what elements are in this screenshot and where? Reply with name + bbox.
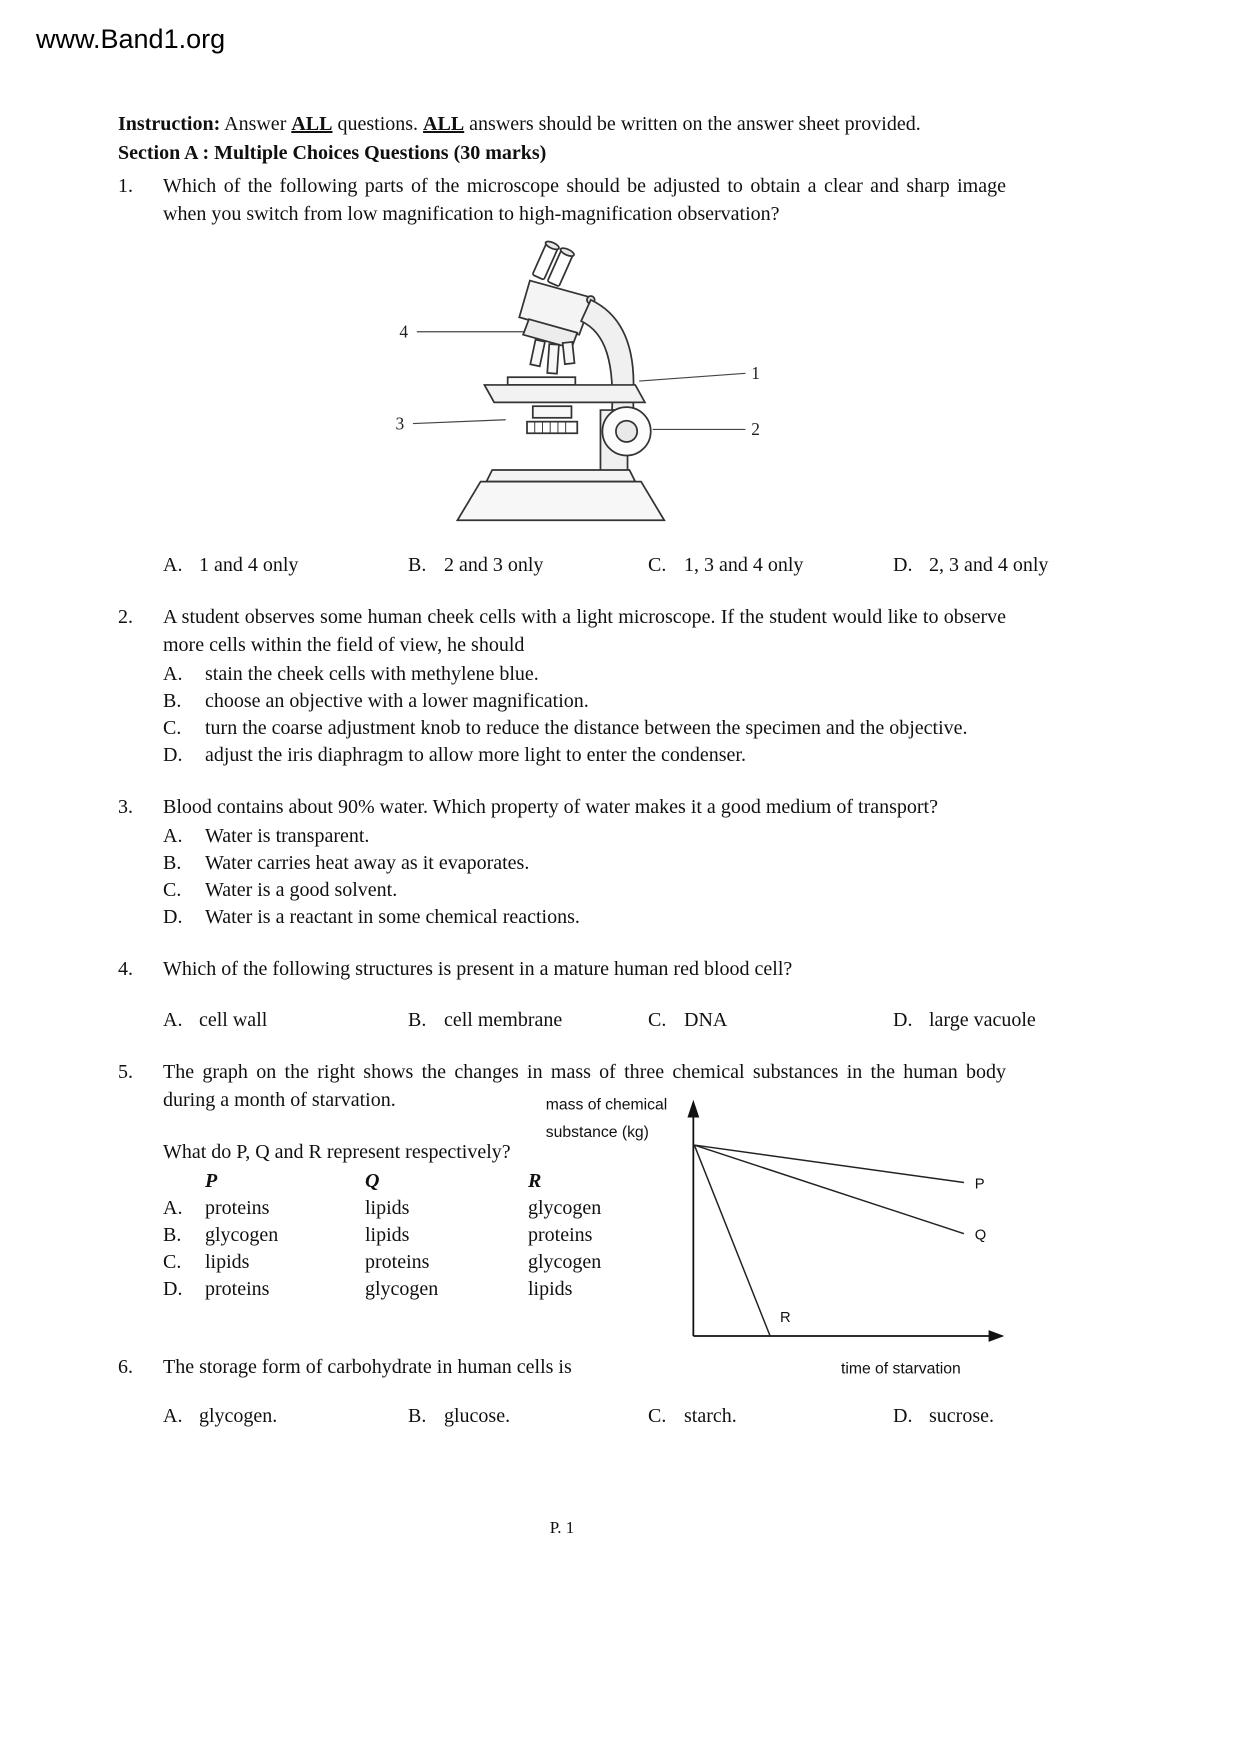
option-letter: B.	[163, 852, 182, 874]
option-d	[893, 552, 1048, 579]
option-b	[163, 688, 1006, 715]
option-text: 1, 3 and 4 only	[684, 554, 804, 576]
diagram-label-2: 2	[750, 419, 760, 440]
site-header: www.Band1.org	[36, 24, 226, 54]
option-text: 1 and 4 only	[199, 554, 299, 576]
question-3-number: 3.	[118, 796, 133, 818]
option-d	[893, 1403, 1006, 1430]
option-text: stain the cheek cells with methylene blue.	[205, 663, 539, 685]
option-d	[163, 742, 1006, 769]
q5-header-q: Q	[365, 1170, 380, 1192]
option-a	[163, 823, 1006, 850]
question-5-text: The graph on the right shows the changes in mass of three chemical substances in the human body during a month of starvation.	[163, 1061, 1006, 1111]
question-1-number: 1.	[118, 175, 133, 197]
option-text: Water is a reactant in some chemical reactions.	[205, 906, 580, 928]
instruction-all-2: ALL	[423, 113, 465, 135]
line-r	[694, 1145, 770, 1336]
option-b	[408, 552, 648, 579]
page-footer: P. 1	[549, 1518, 575, 1537]
question-6-number: 6.	[118, 1356, 133, 1378]
option-letter: D.	[893, 1009, 913, 1031]
option-letter: C.	[648, 1405, 667, 1427]
graph-ylabel-line1: mass of chemical	[545, 1096, 668, 1114]
instruction-seg3: answers should be written on the answer sheet provided.	[469, 113, 921, 135]
option-letter: A.	[163, 1009, 183, 1031]
cell-q: lipids	[365, 1197, 410, 1219]
question-2-number: 2.	[118, 606, 133, 628]
option-text: cell wall	[199, 1009, 268, 1031]
instruction-seg2: questions.	[337, 113, 419, 135]
option-letter: B.	[163, 690, 182, 712]
question-2-text: A student observes some human cheek cells with a light microscope. If the student would like to observe more cells within the field of view, he should	[163, 606, 1006, 656]
instruction-seg1: Answer	[224, 113, 287, 135]
option-text: starch.	[684, 1405, 737, 1427]
question-6-text: The storage form of carbohydrate in human cells is	[163, 1356, 572, 1378]
option-b	[408, 1007, 648, 1034]
option-text: cell membrane	[444, 1009, 563, 1031]
option-letter: B.	[408, 1405, 427, 1427]
y-axis-arrow	[687, 1100, 699, 1118]
graph-xlabel: time of starvation	[840, 1360, 961, 1378]
q5-header-r: R	[528, 1170, 542, 1192]
question-1-text: Which of the following parts of the microscope should be adjusted to obtain a clear and sharp image when you switch from low magnification to high-magnification observation?	[163, 175, 1006, 225]
option-text: Water carries heat away as it evaporates.	[205, 852, 530, 874]
cell-p: glycogen	[205, 1224, 279, 1246]
diagram-label-3: 3	[395, 413, 404, 434]
graph-lines	[694, 1145, 964, 1336]
option-text: 2 and 3 only	[444, 554, 544, 576]
question-6-options	[163, 1403, 1006, 1430]
question-4	[118, 955, 1036, 1034]
microscope-figure	[385, 238, 785, 528]
question-4-text: Which of the following structures is present in a mature human red blood cell?	[163, 958, 793, 980]
option-c	[163, 715, 1006, 742]
starvation-graph	[542, 1088, 1012, 1404]
option-letter: D.	[893, 554, 913, 576]
option-text: sucrose.	[929, 1405, 994, 1427]
diagram-label-1: 1	[750, 363, 760, 384]
cell-p: proteins	[205, 1197, 270, 1219]
option-letter: B.	[408, 554, 427, 576]
option-letter: C.	[648, 554, 667, 576]
q5-header-p: P	[205, 1170, 218, 1192]
starvation-graph-figure	[542, 1088, 1012, 1398]
cell-p: lipids	[205, 1251, 250, 1273]
label-q: Q	[974, 1227, 987, 1244]
option-text: glucose.	[444, 1405, 511, 1427]
option-a	[163, 1403, 408, 1430]
option-d	[893, 1007, 1036, 1034]
line-q	[694, 1145, 964, 1234]
cell-r: proteins	[528, 1224, 593, 1246]
option-text: large vacuole	[929, 1009, 1036, 1031]
option-c	[648, 1007, 893, 1034]
graph-ylabel-line2: substance (kg)	[545, 1124, 649, 1142]
option-a	[163, 552, 408, 579]
option-letter: C.	[648, 1009, 667, 1031]
option-text: turn the coarse adjustment knob to reduce the distance between the specimen and the objective.	[205, 717, 968, 739]
question-5-subtext: What do P, Q and R represent respectively?	[163, 1141, 511, 1163]
option-letter: A.	[163, 1197, 183, 1219]
option-letter: C.	[163, 1251, 182, 1273]
option-b	[163, 850, 1006, 877]
option-letter: D.	[163, 1278, 183, 1300]
section-a-title: Section A : Multiple Choices Questions (30 marks)	[118, 142, 547, 164]
option-letter: A.	[163, 1405, 183, 1427]
question-1	[118, 172, 1049, 579]
option-letter: A.	[163, 554, 183, 576]
label-p: P	[974, 1176, 985, 1193]
option-text: choose an objective with a lower magnification.	[205, 690, 589, 712]
option-letter: B.	[408, 1009, 427, 1031]
option-text: adjust the iris diaphragm to allow more light to enter the condenser.	[205, 744, 746, 766]
cell-q: proteins	[365, 1251, 430, 1273]
x-axis-arrow	[989, 1330, 1005, 1342]
cell-q: glycogen	[365, 1278, 439, 1300]
option-letter: C.	[163, 717, 182, 739]
option-letter: C.	[163, 879, 182, 901]
option-c	[648, 552, 893, 579]
label-r: R	[779, 1310, 791, 1327]
diagram-label-4: 4	[398, 321, 408, 342]
cell-p: proteins	[205, 1278, 270, 1300]
cell-r: glycogen	[528, 1197, 602, 1219]
graph-axes	[693, 1116, 990, 1336]
question-3-text: Blood contains about 90% water. Which property of water makes it a good medium of transport?	[163, 796, 938, 818]
option-text: Water is a good solvent.	[205, 879, 398, 901]
option-letter: D.	[893, 1405, 913, 1427]
question-4-options	[163, 1007, 1036, 1034]
option-letter: A.	[163, 663, 183, 685]
option-a	[163, 661, 1006, 688]
instruction-paragraph	[118, 110, 1006, 138]
line-p	[694, 1145, 964, 1182]
question-4-number: 4.	[118, 958, 133, 980]
cell-r: lipids	[528, 1278, 573, 1300]
option-letter: D.	[163, 906, 183, 928]
question-5-number: 5.	[118, 1061, 133, 1083]
instruction-all-1: ALL	[291, 113, 333, 135]
cell-q: lipids	[365, 1224, 410, 1246]
question-3	[118, 793, 1006, 931]
question-2-options	[163, 661, 1006, 769]
option-text: DNA	[684, 1009, 728, 1031]
option-letter: A.	[163, 825, 183, 847]
option-b	[408, 1403, 648, 1430]
cell-r: glycogen	[528, 1251, 602, 1273]
question-1-options	[163, 552, 1049, 579]
question-3-options	[163, 823, 1006, 931]
microscope-diagram	[163, 238, 1006, 528]
option-letter: B.	[163, 1224, 182, 1246]
question-2	[118, 603, 1006, 769]
option-a	[163, 1007, 408, 1034]
option-d	[163, 904, 1006, 931]
option-c	[163, 877, 1006, 904]
option-c	[648, 1403, 893, 1430]
instruction-label: Instruction:	[118, 113, 221, 135]
option-letter: D.	[163, 744, 183, 766]
option-text: glycogen.	[199, 1405, 278, 1427]
option-text: 2, 3 and 4 only	[929, 554, 1049, 576]
page-content	[118, 110, 1049, 1430]
option-text: Water is transparent.	[205, 825, 370, 847]
q5-header-spacer	[163, 1168, 205, 1195]
